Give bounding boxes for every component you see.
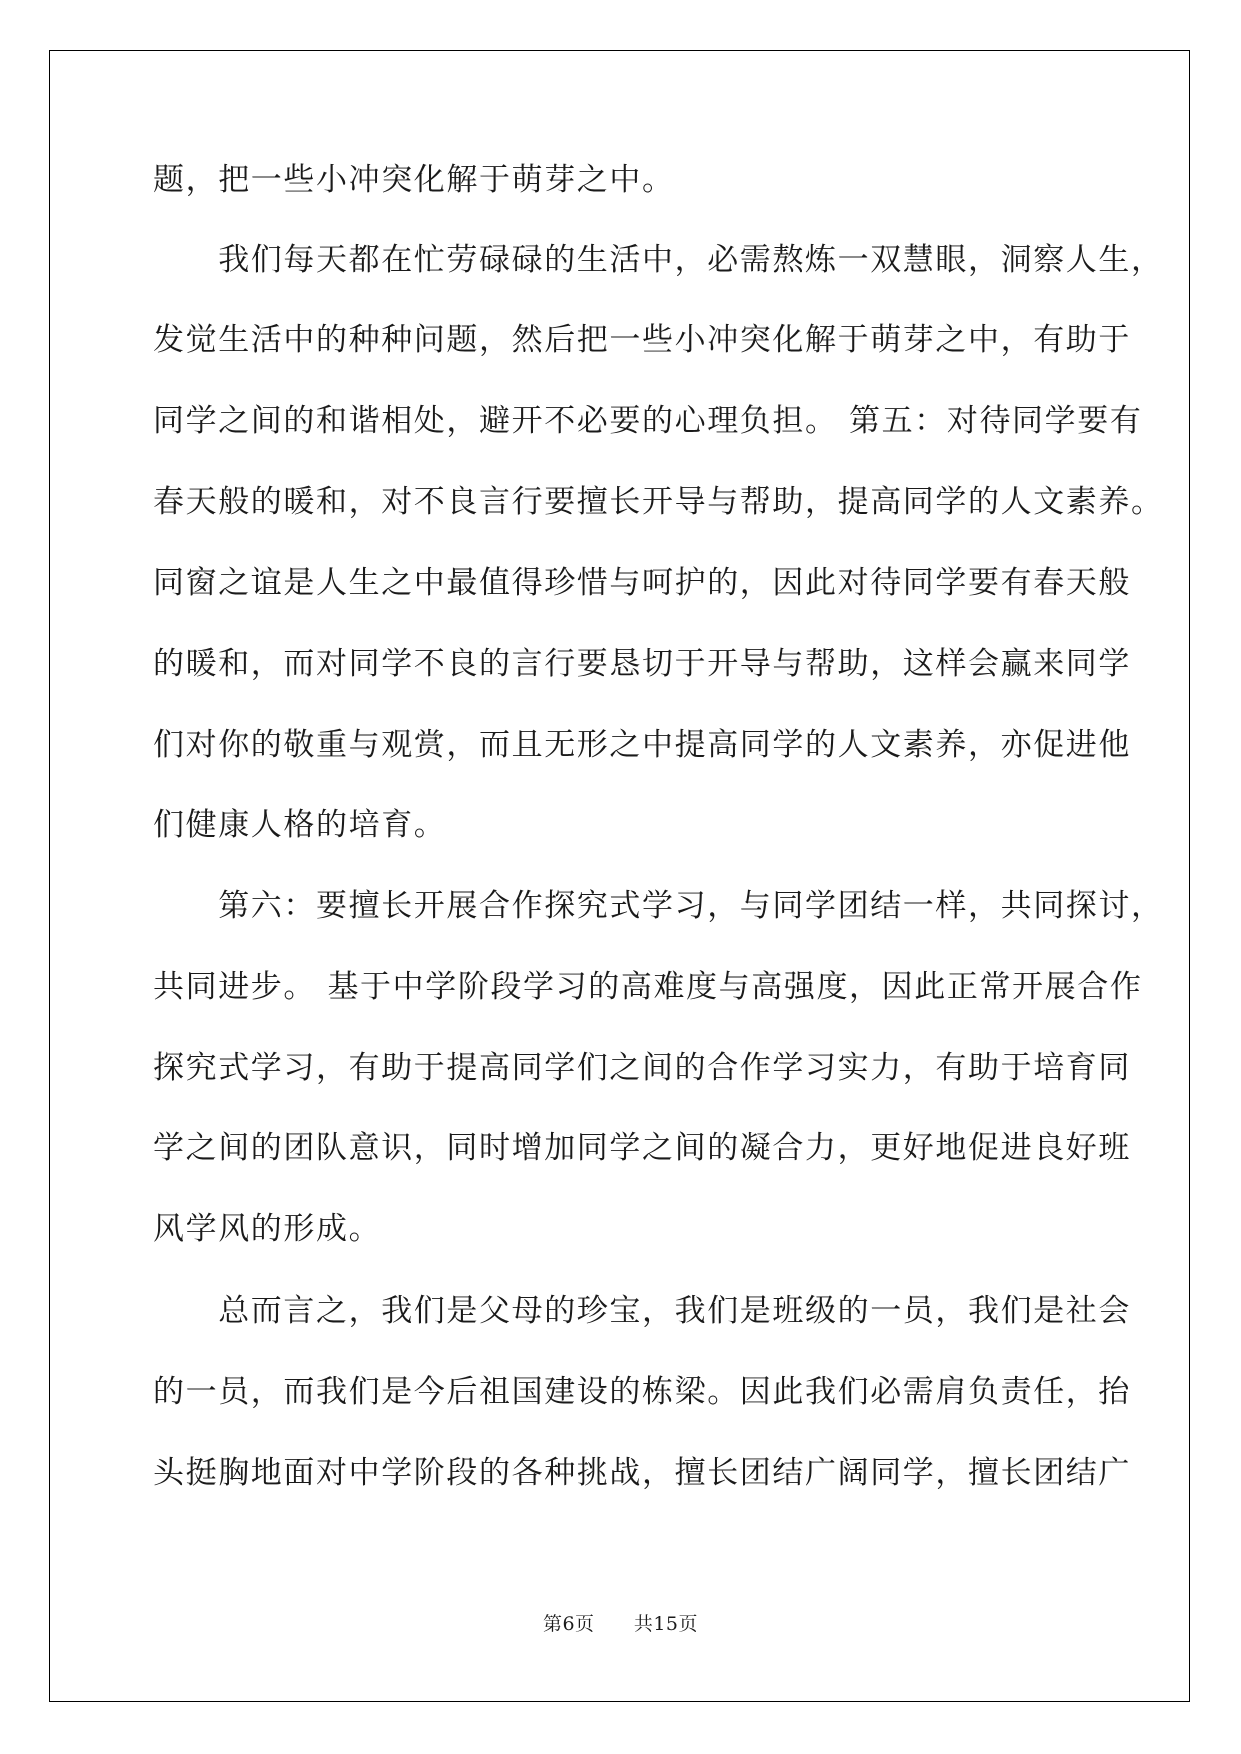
text-line: 们对你的敬重与观赏，而且无形之中提高同学的人文素养，亦促进他 — [153, 727, 1131, 763]
text-line: 我们每天都在忙劳碌碌的生活中，必需熬炼一双慧眼，洞察人生， — [153, 242, 1164, 278]
text-line: 们健康人格的培育。 — [153, 807, 447, 843]
text-line: 头挺胸地面对中学阶段的各种挑战，擅长团结广阔同学，擅长团结广 — [153, 1455, 1131, 1491]
text-line: 第六：要擅长开展合作探究式学习，与同学团结一样，共同探讨， — [153, 888, 1164, 924]
text-line: 春天般的暖和，对不良言行要擅长开导与帮助，提高同学的人文素养。 — [153, 484, 1164, 520]
text-line: 总而言之，我们是父母的珍宝，我们是班级的一员，我们是社会 — [153, 1293, 1131, 1329]
text-line: 共同进步。 基于中学阶段学习的高难度与高强度，因此正常开展合作 — [153, 969, 1143, 1005]
page-total: 共15页 — [633, 1613, 699, 1635]
text-line: 风学风的形成。 — [153, 1211, 382, 1247]
text-line: 发觉生活中的种种问题，然后把一些小冲突化解于萌芽之中，有助于 — [153, 322, 1131, 358]
page-footer — [0, 1612, 1241, 1636]
footer-gap — [601, 1613, 627, 1635]
text-line: 的暖和，而对同学不良的言行要恳切于开导与帮助，这样会赢来同学 — [153, 646, 1131, 682]
text-line: 探究式学习，有助于提高同学们之间的合作学习实力，有助于培育同 — [153, 1050, 1131, 1086]
page-number: 第6页 — [542, 1613, 595, 1635]
text-line: 题，把一些小冲突化解于萌芽之中。 — [153, 162, 675, 198]
text-line: 学之间的团队意识，同时增加同学之间的凝合力，更好地促进良好班 — [153, 1130, 1131, 1166]
text-line: 同学之间的和谐相处，避开不必要的心理负担。 第五：对待同学要有 — [153, 403, 1143, 439]
text-line: 同窗之谊是人生之中最值得珍惜与呵护的，因此对待同学要有春天般 — [153, 565, 1131, 601]
text-line: 的一员，而我们是今后祖国建设的栋梁。因此我们必需肩负责任，抬 — [153, 1374, 1131, 1410]
